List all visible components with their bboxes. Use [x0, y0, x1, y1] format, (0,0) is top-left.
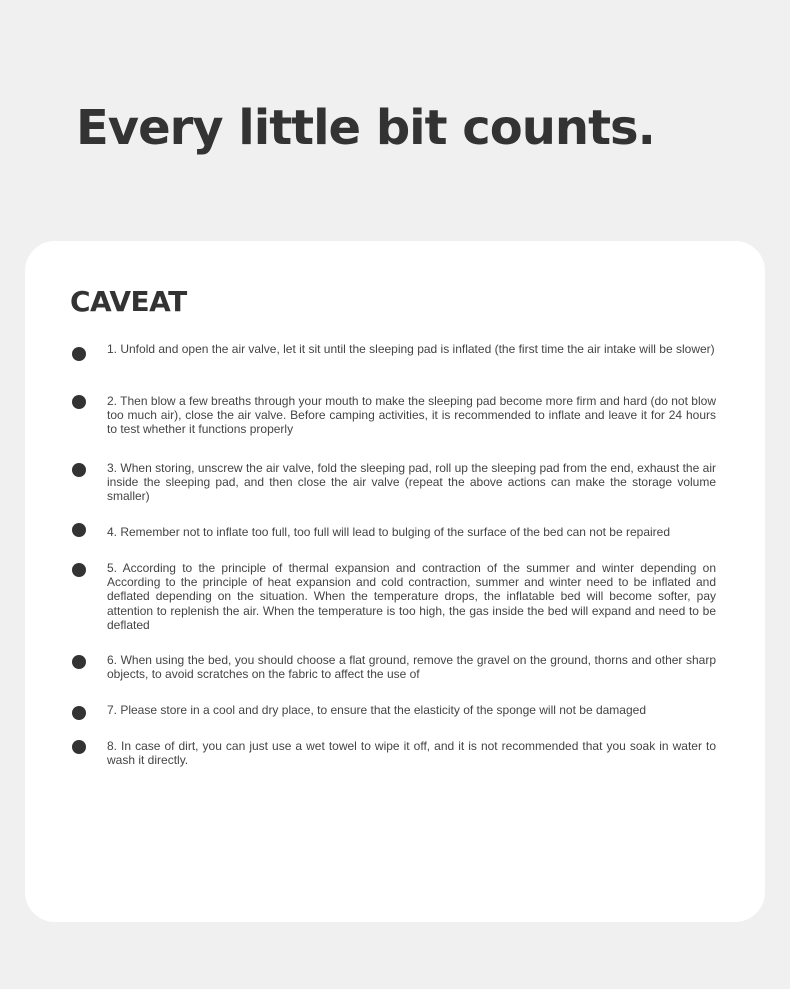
bullet-icon: [72, 563, 86, 577]
bullet-icon: [72, 463, 86, 477]
card-title: CAVEAT: [70, 285, 187, 318]
bullet-icon: [72, 740, 86, 754]
caveat-card: [25, 241, 765, 922]
list-item-text: 4. Remember not to inflate too full, too full will lead to bulging of the surface of the bed can not be repaired: [107, 525, 671, 539]
bullet-icon: [72, 655, 86, 669]
bullet-icon: [72, 347, 86, 361]
headline: Every little bit counts.: [76, 100, 655, 156]
list-item-text: 7. Please store in a cool and dry place, to ensure that the elasticity of the sponge will not be damaged: [107, 703, 646, 717]
list-item-text: 2. Then blow a few breaths through your mouth to make the sleeping pad become more firm and hard (do not blow too much air), close the air valve. Before camping activities, it is recommended to inflate and leave it for 24 hours to test whether it functions properly: [107, 394, 716, 437]
bullet-icon: [72, 395, 86, 409]
bullet-icon: [72, 523, 86, 537]
list-item-text: 3. When storing, unscrew the air valve, fold the sleeping pad, roll up the sleeping pad from the end, exhaust the air inside the sleeping pad, and then close the air valve (repeat the above actions can make the storage volume smaller): [107, 461, 716, 504]
list-item-text: 5. According to the principle of thermal expansion and contraction of the summer and winter depending on According to the principle of heat expansion and cold contraction, summer and winter need to be inflated and deflated depending on the situation. When the temperature drops, the inflatable bed will become softer, pay attention to replenish the air. When the temperature is too high, the gas inside the bed will expand and need to be deflated: [107, 561, 716, 632]
list-item-text: 8. In case of dirt, you can just use a wet towel to wipe it off, and it is not recommended that you soak in water to wash it directly.: [107, 739, 716, 768]
bullet-icon: [72, 706, 86, 720]
list-item-text: 1. Unfold and open the air valve, let it sit until the sleeping pad is inflated (the first time the air intake will be slower): [107, 342, 715, 356]
list-item-text: 6. When using the bed, you should choose a flat ground, remove the gravel on the ground, thorns and other sharp objects, to avoid scratches on the fabric to affect the use of: [107, 653, 716, 682]
